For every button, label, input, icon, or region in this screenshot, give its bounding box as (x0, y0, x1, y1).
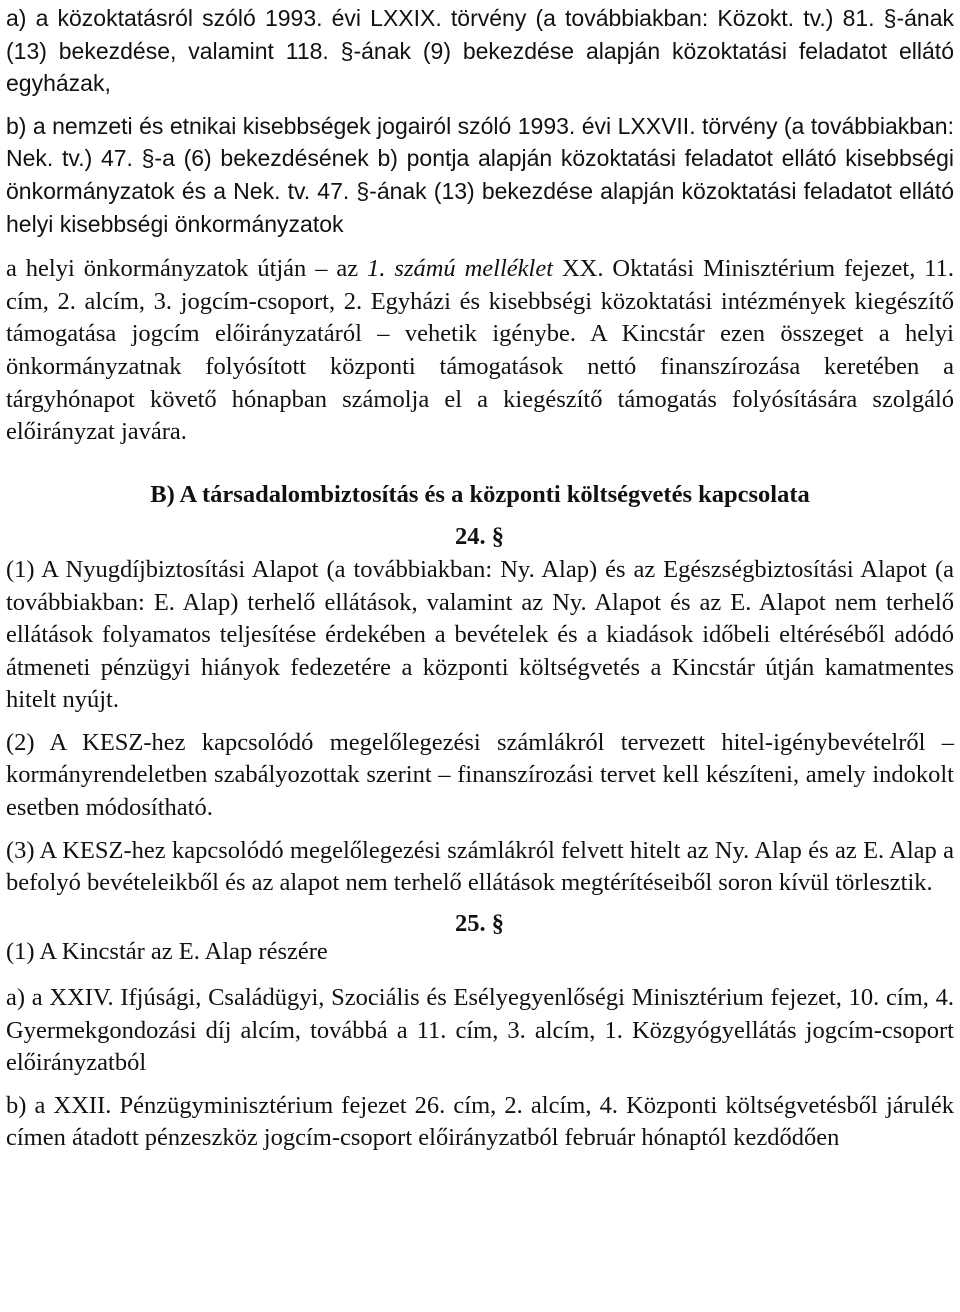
paragraph-25-1-lead: (1) A Kincstár az E. Alap részére (6, 938, 328, 966)
closing-paragraph (6, 253, 954, 449)
list-item-b: b) a nemzeti és etnikai kisebbségek jogairól szóló 1993. évi LXXVII. törvény (a továbbiakban: Nek. tv.) 47. §-a (6) bekezdésének b) pontja alapján közoktatási feladatot ellátó kisebbségi önkormányzatok és a Nek. tv. 47. §-ának (13) bekezdése alapján közoktatási feladatot ellátó helyi kisebbségi önkormányzatok (6, 112, 954, 237)
list-item-a: a) a közoktatásról szóló 1993. évi LXXIX. törvény (a továbbiakban: Közokt. tv.) 81. §-ának (13) bekezdése, valamint 118. §-ának (9) bekezdése alapján közoktatási feladatot ellátó egyházak, (6, 5, 954, 97)
paragraph-number-25: 25. § (455, 909, 504, 937)
paragraph-25-item-b: b) a XXII. Pénzügyminisztérium fejezet 26. cím, 2. alcím, 4. Központi költségvetésből járulék címen átadott pénzeszköz jogcím-csoport előirányzatból február hónaptól kezdődően (6, 1091, 954, 1152)
paragraph-24-1: (1) A Nyugdíjbiztosítási Alapot (a továbbiakban: Ny. Alap) és az Egészségbiztosítási Alapot (a továbbiakban: E. Alap) terhelő ellátások, valamint az Ny. Alapot és az E. Alapot nem terhelő ellátások folyamatos teljesítése érdekében a bevételek és a kiadások időbeli eltéréséből adódó átmeneti pénzügyi hiányok fedezetére a központi költségvetés a Kincstár útján kamatmentes hitelt nyújt. (6, 555, 954, 714)
document-page (6, 2, 954, 1155)
paragraph-number-24: 24. § (455, 523, 504, 551)
paragraph-24-2: (2) A KESZ-hez kapcsolódó megelőlegezési számlákról tervezett hitel-igénybevételről – kormányrendeletben szabályozottak szerint – finanszírozási tervet kell készíteni, amely indokolt esetben módosítható. (6, 728, 954, 822)
paragraph-24-3: (3) A KESZ-hez kapcsolódó megelőlegezési számlákról felvett hitelt az Ny. Alap és az E. Alap a befolyó bevételeikből és az alapot nem terhelő ellátások megtérítéseiből soron kívül törlesztik. (6, 836, 954, 897)
section-title: B) A társadalombiztosítás és a központi költségvetés kapcsolata (150, 480, 810, 508)
annex-reference: 1. számú melléklet (367, 255, 554, 283)
closing-text-before: a helyi önkormányzatok útján – az (6, 255, 368, 283)
closing-text-after: XX. Oktatási Minisztérium fejezet, 11. cím, 2. alcím, 3. jogcím-csoport, 2. Egyházi és kisebbségi közoktatási intézmények kiegészítő támogatása jogcím előirányzatáról – vehetik igénybe. A Kincstár ezen összeget a helyi önkormányzatnak folyósított központi támogatások nettó finanszírozása keretében a tárgyhónapot követő hónapban számolja el a kiegészítő támogatás folyósítására szolgáló előirányzat javára. (6, 255, 955, 446)
paragraph-25-item-a: a) a XXIV. Ifjúsági, Családügyi, Szociális és Esélyegyenlőségi Minisztérium fejezet, 10. cím, 4. Gyermekgondozási díj alcím, továbbá a 11. cím, 3. alcím, 1. Közgyógyellátás jogcím-csoport előirányzatból (6, 984, 954, 1077)
